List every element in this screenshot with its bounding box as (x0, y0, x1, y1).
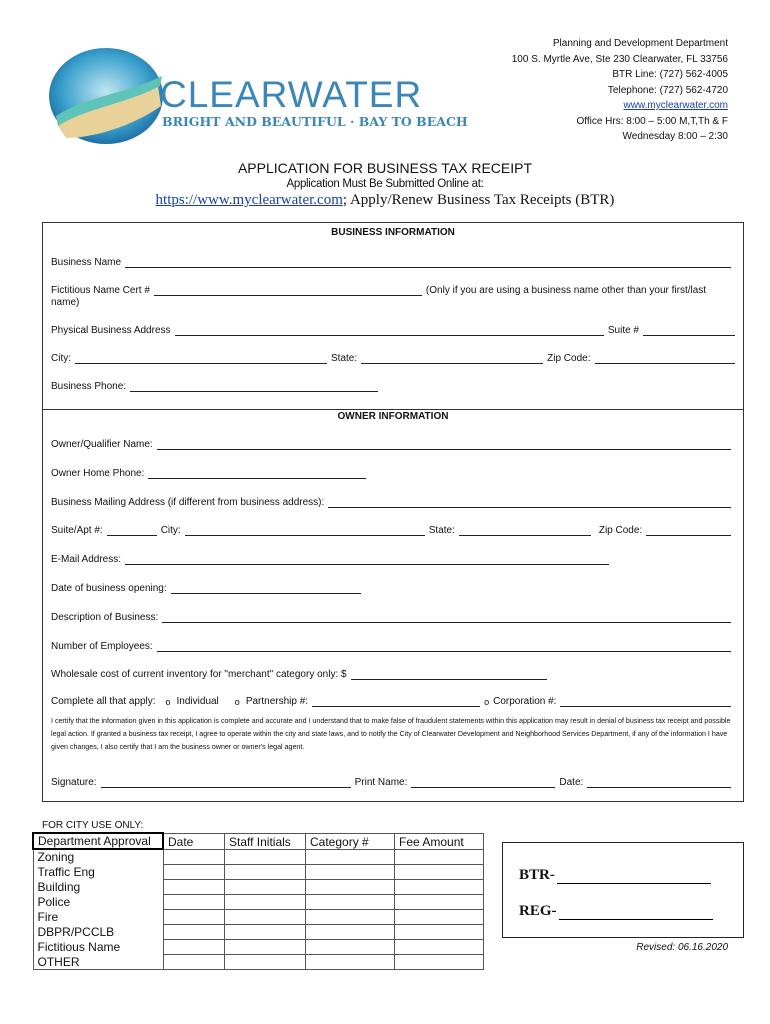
department-name: Planning and Development Department (552, 38, 728, 49)
description-label: Description of Business: (51, 612, 159, 623)
cell[interactable] (225, 849, 306, 864)
phone-row (51, 381, 735, 392)
opening-label: Date of business opening: (51, 583, 167, 594)
cell[interactable] (306, 864, 395, 879)
cell[interactable] (306, 909, 395, 924)
table-row (33, 909, 484, 924)
home-phone-label: Owner Home Phone: (51, 468, 145, 479)
btr-reg-box (502, 842, 744, 938)
cell[interactable] (163, 924, 225, 939)
cell[interactable] (163, 849, 225, 864)
description-field[interactable] (162, 612, 731, 623)
entity-type-row (51, 696, 735, 707)
suite-label: Suite # (607, 325, 639, 336)
signature-label: Signature: (51, 777, 97, 788)
cell[interactable] (306, 954, 395, 969)
state-label: State: (331, 353, 358, 364)
address-label: Physical Business Address (51, 325, 171, 336)
mail-zip-field[interactable] (646, 525, 731, 536)
cell[interactable] (395, 939, 484, 954)
cell[interactable] (225, 924, 306, 939)
city-use-label: FOR CITY USE ONLY: (42, 820, 144, 831)
table-row (33, 939, 484, 954)
logo-tagline: BRIGHT AND BEAUTIFUL · BAY TO BEACH (162, 114, 468, 129)
city-use-table (32, 832, 484, 970)
address-field[interactable] (175, 325, 604, 336)
suite-field[interactable] (643, 325, 735, 336)
mail-city-label: City: (160, 525, 181, 536)
website-link[interactable]: www.myclearwater.com (623, 100, 728, 111)
online-url-link[interactable]: https://www.myclearwater.com (155, 192, 343, 208)
reg-label: REG- (519, 903, 557, 919)
business-info-heading: BUSINESS INFORMATION (331, 227, 455, 238)
row-label: Fire (33, 909, 163, 924)
corporation-radio[interactable]: o (484, 697, 490, 707)
wholesale-row (51, 669, 735, 680)
city-row (51, 353, 735, 364)
cell[interactable] (225, 879, 306, 894)
qualifier-row (51, 439, 735, 450)
cell[interactable] (163, 954, 225, 969)
mailing-label: Business Mailing Address (if different from business address): (51, 497, 325, 508)
description-row (51, 612, 735, 623)
revision-date: Revised: 06.16.2020 (636, 942, 728, 953)
employees-field[interactable] (157, 641, 731, 652)
mailing-city-row (51, 525, 735, 536)
mailing-row (51, 497, 735, 508)
beach-sun-icon (46, 46, 166, 146)
cell[interactable] (225, 894, 306, 909)
table-header-row (33, 833, 484, 849)
mail-state-field[interactable] (459, 525, 591, 536)
table-row (33, 849, 484, 864)
cell[interactable] (395, 954, 484, 969)
cell[interactable] (306, 879, 395, 894)
row-label: Fictitious Name (33, 939, 163, 954)
reg-field[interactable] (559, 907, 713, 920)
print-name-field[interactable] (411, 777, 555, 788)
employees-label: Number of Employees: (51, 641, 153, 652)
office-address: 100 S. Myrtle Ave, Ste 230 Clearwater, FL 33756 (511, 53, 728, 65)
opening-field[interactable] (171, 583, 361, 594)
col-dept-approval: Department Approval (33, 833, 163, 849)
business-name-label: Business Name (51, 257, 122, 268)
col-staff-initials: Staff Initials (225, 833, 306, 849)
certification-text: I certify that the information given in this application is complete and accurate and I understand that to make false of fraudulent statements within this application may result in denial of business tax receipt and possible legal action. If granted a business tax receipt, I agree to operate within the city and state laws, and to notify the City of Clearwater Development and Neighborhood Services Department, if any of the information I have given changes, I also certify that I am the business owner or owner's legal agent. (51, 717, 731, 751)
partnership-label: Partnership #: (245, 696, 309, 707)
business-name-field[interactable] (125, 257, 731, 268)
qualifier-label: Owner/Qualifier Name: (51, 439, 153, 450)
cell[interactable] (163, 864, 225, 879)
zip-field[interactable] (595, 353, 736, 364)
partnership-field[interactable] (312, 696, 480, 707)
page-title: APPLICATION FOR BUSINESS TAX RECEIPT (237, 160, 533, 176)
fictitious-label: Fictitious Name Cert # (51, 285, 150, 296)
btr-phone: BTR Line: (727) 562-4005 (612, 69, 728, 80)
cell[interactable] (395, 909, 484, 924)
row-label: DBPR/PCCLB (33, 924, 163, 939)
state-field[interactable] (361, 353, 543, 364)
qualifier-field[interactable] (157, 439, 731, 450)
row-label: OTHER (33, 954, 163, 969)
btr-label: BTR- (519, 867, 555, 883)
wholesale-field[interactable] (351, 669, 547, 680)
email-field[interactable] (125, 554, 609, 565)
page-subtitle: Application Must Be Submitted Online at: (286, 178, 484, 190)
fictitious-note-cont: name) (51, 297, 80, 308)
signature-field[interactable] (101, 777, 351, 788)
logo-wordmark: CLEARWATER (160, 74, 423, 115)
section-divider (43, 409, 743, 410)
cell[interactable] (306, 939, 395, 954)
row-label: Traffic Eng (33, 864, 163, 879)
table-row (33, 894, 484, 909)
row-label: Police (33, 894, 163, 909)
btr-row (519, 867, 711, 884)
row-label: Building (33, 879, 163, 894)
cell[interactable] (395, 894, 484, 909)
col-fee-amount: Fee Amount (395, 833, 484, 849)
mailing-field[interactable] (328, 497, 731, 508)
mail-city-field[interactable] (185, 525, 425, 536)
zip-label: Zip Code: (547, 353, 591, 364)
office-hours: Office Hrs: 8:00 – 5:00 M,T,Th & F (576, 115, 728, 127)
phone-field[interactable] (130, 381, 378, 392)
address-row (51, 325, 735, 336)
application-form (42, 222, 744, 802)
col-date: Date (163, 833, 225, 849)
city-field[interactable] (75, 353, 327, 364)
mail-zip-label: Zip Code: (598, 525, 643, 536)
col-category: Category # (306, 833, 395, 849)
btr-field[interactable] (557, 871, 711, 884)
cell[interactable] (306, 924, 395, 939)
cell[interactable] (395, 849, 484, 864)
cell[interactable] (163, 909, 225, 924)
clearwater-logo (46, 46, 468, 146)
cell[interactable] (163, 939, 225, 954)
suite-apt-label: Suite/Apt #: (51, 525, 103, 536)
telephone: Telephone: (727) 562-4720 (607, 84, 728, 96)
cell[interactable] (163, 879, 225, 894)
fictitious-row (51, 285, 735, 296)
cell[interactable] (225, 909, 306, 924)
individual-label: Individual (176, 696, 219, 707)
date-label: Date: (559, 777, 584, 788)
phone-label: Business Phone: (51, 381, 127, 392)
city-label: City: (51, 353, 71, 364)
online-url-rest: ; Apply/Renew Business Tax Receipts (BTR) (342, 192, 615, 208)
fictitious-note-row (51, 297, 735, 308)
owner-info-heading: OWNER INFORMATION (337, 411, 449, 422)
cell[interactable] (225, 954, 306, 969)
wholesale-label: Wholesale cost of current inventory for "merchant" category only: $ (51, 669, 347, 680)
signature-row (51, 777, 735, 788)
date-field[interactable] (587, 777, 731, 788)
table-row (33, 954, 484, 969)
suite-apt-field[interactable] (107, 525, 157, 536)
cell[interactable] (163, 894, 225, 909)
business-name-row (51, 257, 735, 268)
complete-label: Complete all that apply: (51, 696, 156, 707)
opening-row (51, 583, 735, 594)
row-label: Zoning (33, 849, 163, 864)
partnership-radio[interactable]: o (234, 697, 240, 707)
email-row (51, 554, 735, 565)
corporation-field[interactable] (560, 696, 731, 707)
wednesday-hours: Wednesday 8:00 – 2:30 (622, 131, 728, 142)
fictitious-note: (Only if you are using a business name other than your first/last (425, 285, 707, 296)
table-row (33, 924, 484, 939)
print-name-label: Print Name: (354, 777, 408, 788)
cell[interactable] (395, 879, 484, 894)
employees-row (51, 641, 735, 652)
contact-info (512, 36, 728, 145)
cell[interactable] (395, 924, 484, 939)
fictitious-field[interactable] (154, 285, 422, 296)
corporation-label: Corporation #: (493, 696, 557, 707)
cell[interactable] (306, 849, 395, 864)
cell[interactable] (395, 864, 484, 879)
table-row (33, 864, 484, 879)
home-phone-field[interactable] (148, 468, 366, 479)
mail-state-label: State: (428, 525, 455, 536)
individual-radio[interactable]: o (165, 697, 171, 707)
home-phone-row (51, 468, 735, 479)
email-label: E-Mail Address: (51, 554, 122, 565)
reg-row (519, 903, 713, 920)
cell[interactable] (225, 864, 306, 879)
cell[interactable] (225, 939, 306, 954)
table-row (33, 879, 484, 894)
cell[interactable] (306, 894, 395, 909)
online-instructions (0, 192, 770, 209)
